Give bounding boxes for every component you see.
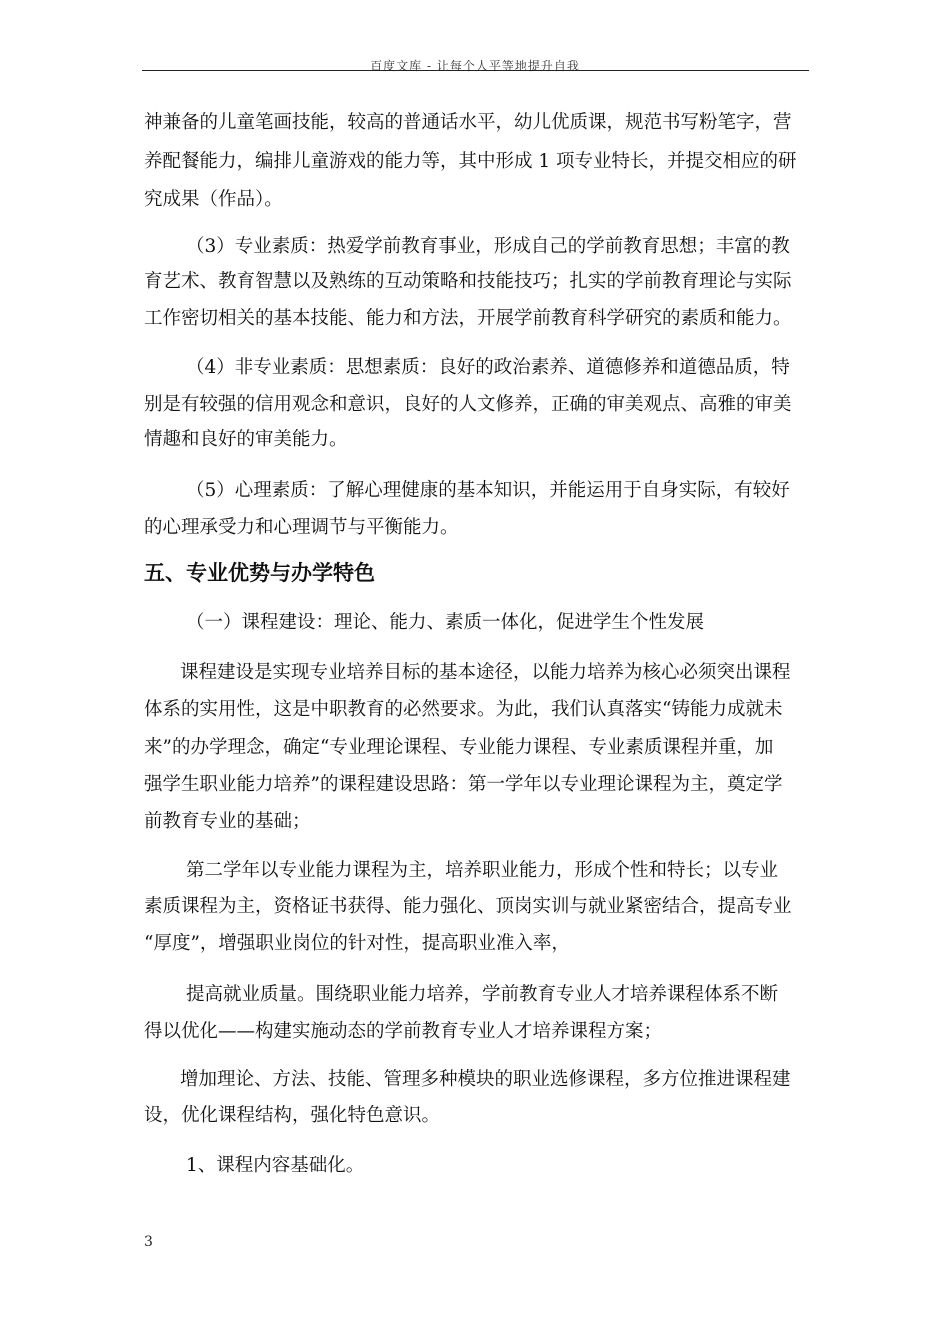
subheading: （一）课程建设：理论、能力、素质一体化，促进学生个性发展 xyxy=(186,612,705,633)
text-line: 究成果（作品）。 xyxy=(144,189,283,210)
text-line: “厚度”，增强职业岗位的针对性，提高职业准入率， xyxy=(144,933,570,954)
page-number: 3 xyxy=(144,1234,153,1250)
header-rule xyxy=(142,70,809,71)
text-line: 前教育专业的基础； xyxy=(144,811,311,832)
text-line: （3）专业素质：热爱学前教育事业，形成自己的学前教育思想；丰富的教 xyxy=(186,236,790,257)
text-line: 提高就业质量。围绕职业能力培养，学前教育专业人才培养课程体系不断 xyxy=(186,984,779,1005)
text-line: 育艺术、教育智慧以及熟练的互动策略和技能技巧；扎实的学前教育理论与实际 xyxy=(144,271,792,292)
text-line: 别是有较强的信用观念和意识，良好的人文修养，正确的审美观点、高雅的审美 xyxy=(144,394,792,415)
text-line: 1、课程内容基础化。 xyxy=(186,1155,365,1176)
text-line: （5）心理素质：了解心理健康的基本知识，并能运用于自身实际，有较好 xyxy=(186,480,790,501)
text-line: 第二学年以专业能力课程为主，培养职业能力，形成个性和特长；以专业 xyxy=(186,860,779,881)
text-line: 素质课程为主，资格证书获得、能力强化、顶岗实训与就业紧密结合，提高专业 xyxy=(144,896,792,917)
text-line: 强学生职业能力培养”的课程建设思路：第一学年以专业理论课程为主，奠定学 xyxy=(144,774,783,795)
text-line: 得以优化——构建实施动态的学前教育专业人才培养课程方案； xyxy=(144,1021,663,1042)
text-line: 工作密切相关的基本技能、能力和方法，开展学前教育科学研究的素质和能力。 xyxy=(144,308,792,329)
text-line: （4）非专业素质：思想素质：良好的政治素养、道德修养和道德品质，特 xyxy=(186,357,790,378)
text-line: 的心理承受力和心理调节与平衡能力。 xyxy=(144,517,459,538)
text-line: 养配餐能力，编排儿童游戏的能力等，其中形成 1 项专业特长，并提交相应的研 xyxy=(144,151,797,172)
section-heading: 五、专业优势与办学特色 xyxy=(144,561,375,585)
text-line: 神兼备的儿童笔画技能，较高的普通话水平，幼儿优质课，规范书写粉笔字，营 xyxy=(144,112,792,133)
header-text: 百度文库 - 让每个人平等地提升自我 xyxy=(370,59,580,73)
text-line: 来”的办学理念，确定“专业理论课程、专业能力课程、专业素质课程并重，加 xyxy=(144,737,774,758)
text-line: 课程建设是实现专业培养目标的基本途径，以能力培养为核心必须突出课程 xyxy=(180,662,791,683)
text-line: 体系的实用性，这是中职教育的必然要求。为此，我们认真落实“铸能力成就未 xyxy=(144,699,783,720)
text-line: 情趣和良好的审美能力。 xyxy=(144,429,348,450)
text-line: 增加理论、方法、技能、管理多种模块的职业选修课程，多方位推进课程建 xyxy=(180,1069,791,1090)
text-line: 设，优化课程结构，强化特色意识。 xyxy=(144,1105,441,1126)
